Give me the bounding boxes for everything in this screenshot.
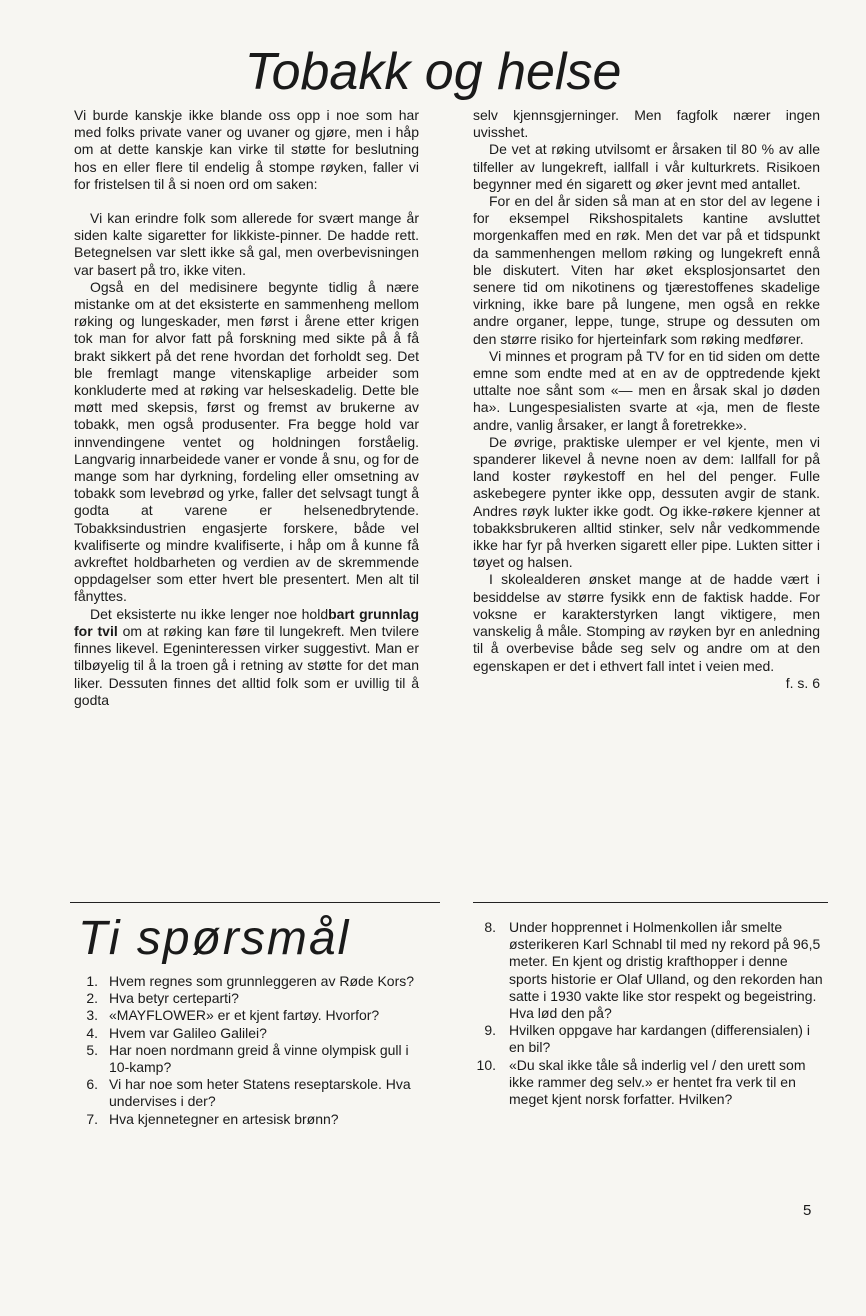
paragraph: For en del år siden så man at en stor del av legene i for eksempel Rikshospitalets kantine avsluttet morgenkaffen med en røk. Men det var på et tidspunkt da sammenhengen mellom røking og lungekreft ennå ble diskutert. Viten har øket eksplosjonsartet den senere tid om nikotinens og tjærestoffenes skadelige virkning, ikke bare på lungene, men også en rekke andre organer, leppe, tunge, strupe og dessuten om den større risiko for hjerteinfark som røking medfører. — [473, 193, 820, 347]
quiz-question — [82, 1042, 422, 1076]
question-text: Har noen nordmann greid å vinne olympisk gull i 10-kamp? — [109, 1041, 409, 1076]
section-divider — [473, 902, 828, 903]
section-divider — [70, 902, 440, 903]
question-number: 8. — [484, 919, 496, 935]
quiz-question — [82, 1025, 422, 1042]
question-text: Hva betyr certeparti? — [109, 990, 239, 1007]
paragraph: De vet at røking utvilsomt er årsaken til 80 % av alle tilfeller av lungekreft, iallfall i vår kulturkrets. Risikoen begynner med én sigarett og øker jevnt med antallet. — [473, 141, 820, 192]
paragraph — [473, 571, 820, 691]
text-run: I skolealderen ønsket mange at de hadde vært i besiddelse av større fysikk enn de faktisk hadde. For voksne er karakterstyrken langt viktigere, men vanskelig å måle. Stomping av røyken byr en anledning til å overbevise både seg selv og andre om at den egenskapen er det i ethvert fall intet i veien med. — [473, 571, 820, 674]
quiz-question — [474, 1057, 824, 1109]
question-text: Vi har noe som heter Statens reseptarskole. Hva undervises i der? — [109, 1076, 411, 1110]
question-number: 5. — [86, 1041, 98, 1058]
paragraph: De øvrige, praktiske ulemper er vel kjente, men vi spanderer likevel å nevne noen av dem: Iallfall for på land koster røykestoff en hel del penger. Fulle askebegere pynter ikke opp, dessuten avgir de stank. Andres røyk lukter ikke godt. Og ikke-røkere kjenner at tobakksbrukeren alltid stinker, selv når vedkommende ikke har fyr på hverken sigarett eller pipe. Lukten sitter i tøyet og halsen. — [473, 433, 820, 571]
paragraph: Også en del medisinere begynte tidlig å nære mistanke om at det eksisterte en sammenheng mellom røking og lungeskader, men først i årene etter krigen tok man for alvor fatt på forskning med sikte på å få brakt sikkert på det rene hvordan det forholdt seg. Det ble fremlagt mange vitenskaplige arbeider som konkluderte med at røking var helseskadelig. Dette ble møtt med skepsis, først og fremst av brukerne av tobakk, men også produsenter. Fra begge hold var innvendingene ventet og holdningen forståelig. Langvarig innarbeidede vaner er vonde å snu, og for de mange som har dyrkning, fordeling eller omsetning av tobakk som levebrød og yrke, faller det selvsagt tungt å godta at varene er helsenedbrytende. Tobakksindustrien engasjerte forskere, både vel kvalifiserte og mindre kvalifiserte, i håp om å kunne få avkreftet holdbarheten og verdien av de skremmende oppdagelser som etter hvert ble presentert. Men alt til fånyttes. — [74, 278, 419, 605]
quiz-question — [82, 973, 422, 990]
quiz-title: Ti spørsmål — [78, 912, 351, 965]
text-run: om at røking kan føre til lungekreft. Men tvilere finnes likevel. Egeninteressen virker suggestivt. Man er tilbøyelig til å la troen gå i retning av støtte for det man liker. Dessuten finnes det alltid folk som er uvillig til å godta — [74, 622, 419, 708]
question-number: 7. — [86, 1110, 98, 1127]
question-text: «MAYFLOWER» er et kjent fartøy. Hvorfor? — [109, 1007, 380, 1024]
bold-phrase: bart grunnlag for tvil — [74, 605, 419, 639]
question-number: 1. — [86, 973, 98, 989]
article-title: Tobakk og helse — [244, 43, 622, 101]
question-text: Hvilken oppgave har kardangen (differensialen) i en bil? — [509, 1022, 810, 1056]
question-number: 6. — [86, 1076, 98, 1093]
question-text: «Du skal ikke tåle så inderlig vel / den urett som ikke rammer deg selv.» er hentet fra verk til en meget kjent norsk forfatter. Hvilken? — [509, 1056, 806, 1108]
page-number: 5 — [803, 1202, 812, 1219]
quiz-list-left — [82, 973, 422, 1128]
question-number: 3. — [86, 1007, 98, 1024]
question-number: 2. — [86, 990, 98, 1007]
quiz-question — [82, 1111, 422, 1128]
quiz-question — [474, 919, 824, 1022]
question-number: 4. — [86, 1024, 98, 1041]
article-column-right — [473, 107, 820, 692]
paragraph: Vi minnes et program på TV for en tid siden om dette emne som endte med at en av de opptredende kjekt uttalte noe sånt som «— men en årsak skal jo døden ha». Lungespesialisten svarte at «ja, men de fleste andre, vanlig årsaker, er langt å foretrekke». — [473, 347, 820, 433]
question-number: 10. — [476, 1056, 496, 1073]
article-column-left — [74, 107, 419, 709]
quiz-question — [82, 990, 422, 1007]
question-text: Hvem var Galileo Galilei? — [109, 1024, 267, 1041]
question-number: 9. — [484, 1022, 496, 1039]
text-run: Det eksisterte nu ikke lenger noe hold — [90, 605, 329, 622]
question-text: Under hopprennet i Holmenkollen iår smelte østerikeren Karl Schnabl til med ny rekord på 96,5 meter. En kjent og dristig krafthopper i denne sports historie er Olaf Ulland, og den rekorden han satte i 1930 vakte like stor respekt og begeistring. Hva lød den på? — [509, 919, 823, 1022]
question-text: Hva kjennetegner en artesisk brønn? — [109, 1110, 339, 1127]
paragraph: Vi burde kanskje ikke blande oss opp i noe som har med folks private vaner og uvaner og gjøre, men i håp om at dette kanskje kan virke til støtte for beslutning hos en eller flere til endelig å stompe røyken, faller vi for fristelsen til å si noen ord om saken: — [74, 107, 419, 192]
question-text: Hvem regnes som grunnleggeren av Røde Kors? — [109, 973, 415, 989]
quiz-question — [82, 1076, 422, 1110]
signature: f. s. 6 — [785, 674, 820, 691]
quiz-question — [474, 1022, 824, 1056]
paragraph: Vi kan erindre folk som allerede for svært mange år siden kalte sigaretter for likkiste-pinner. De hadde rett. Betegnelsen var slett ikke så gal, men overbevisningen var basert på tro, ikke viten. — [74, 210, 419, 278]
paragraph — [74, 606, 419, 709]
quiz-question — [82, 1007, 422, 1024]
quiz-list-right — [474, 919, 824, 1108]
paragraph: selv kjennsgjerninger. Men fagfolk nærer ingen uvisshet. — [473, 107, 820, 141]
